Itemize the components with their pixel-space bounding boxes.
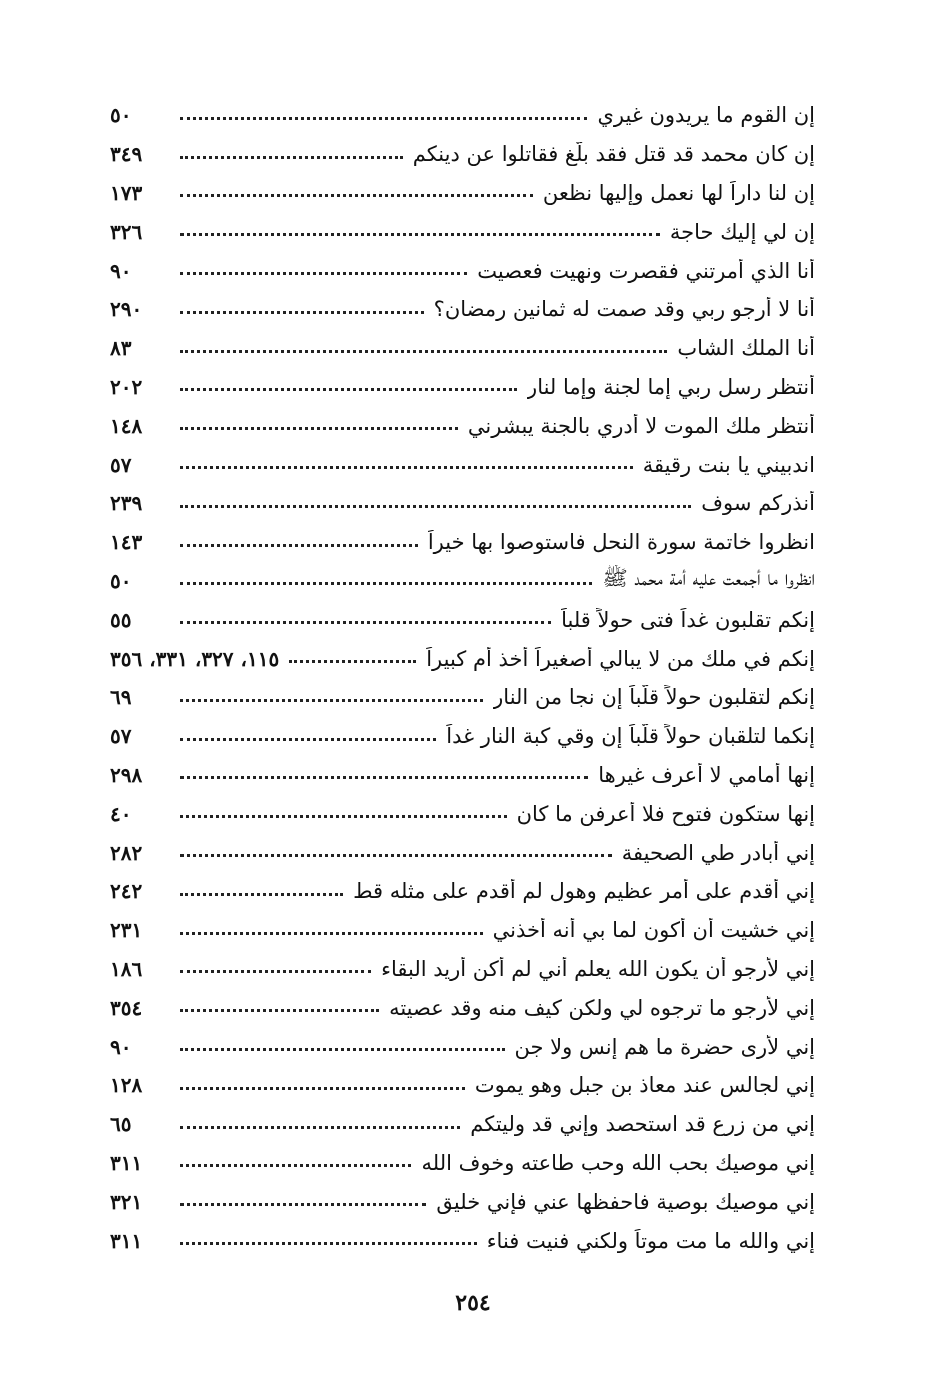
- entry-page-refs: ٢٤٢: [110, 879, 143, 904]
- entry-page-refs: ٢٩٨: [110, 762, 143, 787]
- index-entry: [110, 1221, 815, 1260]
- entry-text: إني من زرع قد استحصد وإني قد وليتكم: [470, 1112, 815, 1137]
- entry-text: أنتظر ملك الموت لا أدري بالجنة يبشرني: [467, 413, 815, 438]
- index-entry: [110, 756, 815, 795]
- entry-text: إنها ستكون فتوح فلا أعرفن ما كان: [516, 801, 815, 826]
- entry-page-refs: ١٤٣: [110, 530, 143, 555]
- dot-leader: [180, 776, 588, 779]
- dot-leader: [180, 272, 467, 275]
- index-entry: [110, 833, 815, 872]
- entry-page-refs: ٢٨٢: [110, 840, 143, 865]
- dot-leader: [180, 1203, 426, 1206]
- index-entry: [110, 1027, 815, 1066]
- entry-text: أنذركم سوف: [701, 491, 815, 516]
- dot-leader: [180, 738, 436, 741]
- dot-leader: [180, 388, 517, 391]
- entry-page-refs: ٥٧: [110, 452, 132, 477]
- entry-page-refs: ٥٠: [110, 103, 132, 128]
- index-entry: [110, 290, 815, 329]
- entry-page-refs: ٦٥: [110, 1112, 132, 1137]
- index-entry: [110, 794, 815, 833]
- index-entry: [110, 445, 815, 484]
- page-number: ٢٥٤: [455, 1290, 491, 1316]
- dot-leader: [180, 1087, 465, 1090]
- entry-text: إن القوم ما يريدون غيري: [597, 103, 815, 128]
- index-entry: [110, 523, 815, 562]
- entry-text: انظروا ما أجمعت عليه أمة محمد ﷺ: [602, 566, 815, 591]
- dot-leader: [180, 233, 660, 236]
- entry-text: إني أقدم على أمر عظيم وهول لم أقدم على مثله قط: [353, 879, 815, 904]
- dot-leader: [180, 1126, 460, 1129]
- dot-leader: [289, 660, 416, 663]
- dot-leader: [180, 893, 343, 896]
- entry-page-refs: ٢٣١: [110, 918, 143, 943]
- entry-page-refs: ٣١١: [110, 1150, 143, 1175]
- index-entry: [110, 562, 815, 601]
- entry-text: أنا لا أرجو ربي وقد صمت له ثمانين رمضان؟: [433, 297, 815, 322]
- dot-leader: [180, 505, 691, 508]
- entry-text: إنكم تقلبون غداً فتى حولاً قلباً: [561, 607, 815, 632]
- entry-page-refs: ٦٩: [110, 685, 132, 710]
- dot-leader: [180, 427, 458, 430]
- entry-text: إني لأرجو أن يكون الله يعلم أني لم أكن أريد البقاء: [381, 956, 815, 981]
- dot-leader: [180, 1009, 379, 1012]
- entry-text: إنكم لتقلبون حولاً قلّباً إن نجا من النار: [493, 685, 815, 710]
- index-entry: [110, 329, 815, 368]
- dot-leader: [180, 970, 371, 973]
- index-entry: [110, 1105, 815, 1144]
- dot-leader: [180, 621, 551, 624]
- dot-leader: [180, 932, 483, 935]
- entry-text: أنا الملك الشاب: [677, 336, 815, 361]
- entry-text: إني لأرى حضرة ما هم إنس ولا جن: [514, 1034, 815, 1059]
- dot-leader: [180, 1048, 505, 1051]
- entry-text: إني أبادر طي الصحيفة: [621, 840, 815, 865]
- index-entry: [110, 988, 815, 1027]
- entry-page-refs: ٣٢١: [110, 1189, 143, 1214]
- entry-page-refs: ١٢٨: [110, 1073, 143, 1098]
- dot-leader: [180, 117, 587, 120]
- entry-text: أنتظر رسل ربي إما لجنة وإما لنار: [527, 374, 815, 399]
- index-entry: [110, 678, 815, 717]
- index-entry: [110, 484, 815, 523]
- index-entry: [110, 96, 815, 135]
- entry-page-refs: ١١٥، ٣٢٧، ٣٣١، ٣٥٦: [110, 646, 280, 671]
- entry-text: إن كان محمد قد قتل فقد بلّغ فقاتلوا عن دينكم: [412, 142, 815, 167]
- index-entry: [110, 368, 815, 407]
- index-entry: [110, 717, 815, 756]
- entry-page-refs: ٩٠: [110, 258, 132, 283]
- entry-page-refs: ٣١١: [110, 1228, 143, 1253]
- entry-text: إنها أمامي لا أعرف غيرها: [598, 762, 815, 787]
- entry-text: إني موصيك بوصية فاحفظها عني فإني خليق: [436, 1189, 815, 1214]
- dot-leader: [180, 156, 403, 159]
- index-entry: [110, 135, 815, 174]
- entry-page-refs: ١٧٣: [110, 180, 143, 205]
- entry-text: إني لأرجو ما ترجوه لي ولكن كيف منه وقد عصيته: [389, 995, 815, 1020]
- dot-leader: [180, 350, 667, 353]
- entry-page-refs: ٤٠: [110, 801, 132, 826]
- entry-page-refs: ٩٠: [110, 1034, 132, 1059]
- index-list: [110, 96, 815, 1260]
- entry-page-refs: ٢٠٢: [110, 374, 143, 399]
- index-entry: [110, 1182, 815, 1221]
- entry-text: اندبيني يا بنت رقيقة: [642, 452, 815, 477]
- index-entry: [110, 950, 815, 989]
- index-entry: [110, 251, 815, 290]
- entry-page-refs: ٣٢٦: [110, 219, 143, 244]
- entry-page-refs: ٣٥٤: [110, 995, 143, 1020]
- entry-text: إني لجالس عند معاذ بن جبل وهو يموت: [474, 1073, 815, 1098]
- entry-page-refs: ١٨٦: [110, 956, 143, 981]
- entry-text: إن لنا داراً لها نعمل وإليها نظعن: [542, 180, 815, 205]
- entry-page-refs: ٥٠: [110, 568, 132, 593]
- entry-text: إني موصيك بحب الله وحب طاعته وخوف الله: [421, 1150, 815, 1175]
- entry-page-refs: ٥٥: [110, 607, 132, 632]
- index-entry: [110, 872, 815, 911]
- dot-leader: [180, 854, 612, 857]
- dot-leader: [180, 466, 633, 469]
- entry-text: إني والله ما مت موتاً ولكني فنيت فناء: [486, 1228, 815, 1253]
- entry-text: إنكم في ملك من لا يبالي أصغيراً أخذ أم كبيراً: [426, 646, 815, 671]
- entry-text: انظروا خاتمة سورة النحل فاستوصوا بها خيراً: [427, 530, 815, 555]
- entry-text: إني خشيت أن أكون لما بي أنه أخذني: [492, 918, 815, 943]
- entry-page-refs: ٢٣٩: [110, 491, 143, 516]
- dot-leader: [180, 1242, 477, 1245]
- dot-leader: [180, 194, 533, 197]
- dot-leader: [180, 815, 507, 818]
- index-entry: [110, 406, 815, 445]
- index-entry: [110, 911, 815, 950]
- dot-leader: [180, 311, 424, 314]
- index-entry: [110, 174, 815, 213]
- dot-leader: [180, 1164, 411, 1167]
- entry-text: إنكما لتلقبان حولاً قلّباً إن وقي كبة النار غداً: [446, 724, 815, 749]
- entry-page-refs: ٨٣: [110, 336, 132, 361]
- dot-leader: [180, 699, 483, 702]
- entry-page-refs: ٢٩٠: [110, 297, 143, 322]
- index-entry: [110, 212, 815, 251]
- index-entry: [110, 1144, 815, 1183]
- entry-text: أنا الذي أمرتني فقصرت ونهيت فعصيت: [477, 258, 815, 283]
- dot-leader: [180, 582, 592, 585]
- entry-text: إن لي إليك حاجة: [669, 219, 815, 244]
- index-entry: [110, 1066, 815, 1105]
- entry-page-refs: ١٤٨: [110, 413, 143, 438]
- index-entry: [110, 600, 815, 639]
- index-entry: [110, 639, 815, 678]
- entry-page-refs: ٣٤٩: [110, 142, 143, 167]
- entry-page-refs: ٥٧: [110, 724, 132, 749]
- dot-leader: [180, 544, 418, 547]
